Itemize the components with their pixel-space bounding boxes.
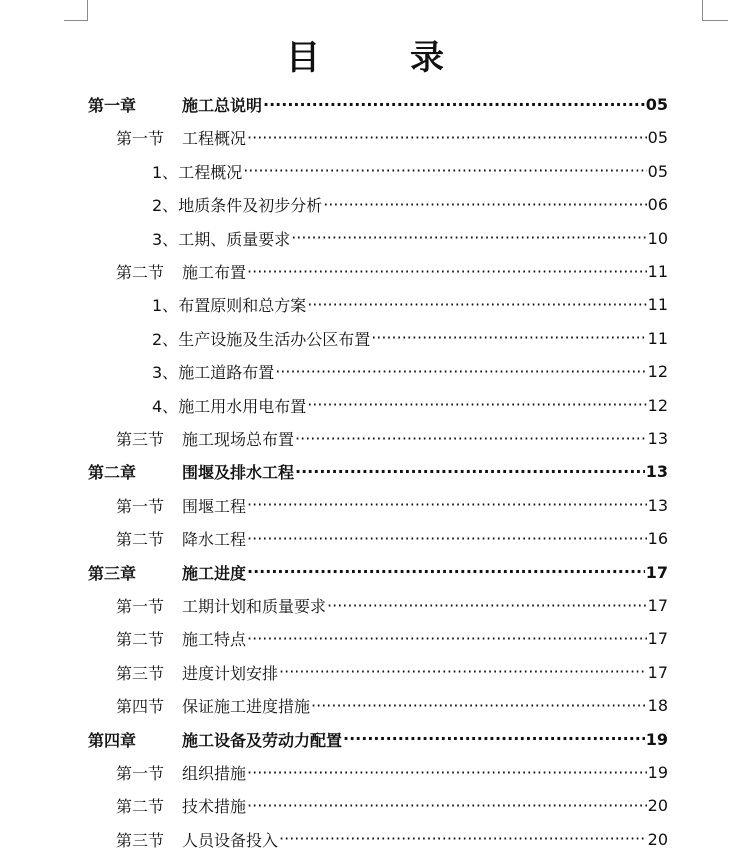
toc-entry-number: 第一节 xyxy=(116,597,165,616)
crop-mark-top-right-vertical xyxy=(702,0,703,20)
toc-entry-title: 围堰及排水工程 xyxy=(182,463,295,483)
title-char-1: 目 xyxy=(286,38,322,78)
toc-entry-number: 第三节 xyxy=(116,830,165,850)
toc-entry-page-number: 19 xyxy=(647,763,668,782)
toc-entry[interactable] xyxy=(116,489,668,522)
toc-entry-number: 3、 xyxy=(152,229,179,249)
toc-entry-page-number: 05 xyxy=(645,95,668,114)
toc-entry-number: 1、 xyxy=(152,162,179,182)
crop-mark-top-right-horizontal xyxy=(702,20,728,21)
toc-entry[interactable] xyxy=(116,121,668,154)
dot-leader xyxy=(247,556,645,589)
toc-entry-page-number: 05 xyxy=(647,128,668,148)
toc-entry-number: 4、 xyxy=(152,396,179,416)
toc-entry-number: 第二节 xyxy=(116,530,165,550)
toc-entry[interactable] xyxy=(116,756,668,789)
toc-entry-page-number: 13 xyxy=(647,429,668,448)
dot-leader xyxy=(247,622,647,655)
toc-entry[interactable] xyxy=(116,656,668,689)
toc-entry-title: 施工设备及劳动力配置 xyxy=(182,730,343,750)
toc-entry-page-number: 05 xyxy=(647,161,668,181)
toc-entry[interactable] xyxy=(116,422,668,455)
dot-leader xyxy=(291,222,646,255)
toc-entry-page-number: 10 xyxy=(647,228,668,248)
toc-entry-page-number: 13 xyxy=(645,462,668,482)
toc-entry-title: 施工现场总布置 xyxy=(182,430,295,449)
toc-entry-page-number: 11 xyxy=(647,262,668,281)
dot-leader xyxy=(279,823,647,856)
toc-entry-number: 第四节 xyxy=(116,697,165,717)
toc-entry[interactable] xyxy=(88,556,668,589)
toc-entry-title: 施工进度 xyxy=(182,563,247,583)
toc-entry-title: 降水工程 xyxy=(182,530,247,550)
dot-leader xyxy=(323,188,646,221)
toc-entry-number: 2、 xyxy=(152,329,179,349)
toc-entry[interactable] xyxy=(152,155,668,188)
toc-entry-title: 进度计划安排 xyxy=(182,663,279,683)
toc-entry[interactable] xyxy=(88,88,668,121)
toc-entry-page-number: 17 xyxy=(645,562,668,582)
dot-leader xyxy=(371,322,646,355)
toc-entry-number: 第二节 xyxy=(116,630,165,650)
dot-leader xyxy=(279,656,647,689)
toc-entry[interactable] xyxy=(88,723,668,756)
toc-entry-page-number: 11 xyxy=(647,295,668,315)
toc-entry-title: 技术措施 xyxy=(182,797,247,817)
toc-entry[interactable] xyxy=(116,255,668,288)
dot-leader xyxy=(247,522,647,555)
toc-entry-page-number: 17 xyxy=(647,596,668,615)
toc-entry[interactable] xyxy=(152,355,668,388)
toc-entry-number: 第二节 xyxy=(116,797,165,817)
toc-entry[interactable] xyxy=(152,188,668,221)
toc-entry-page-number: 19 xyxy=(645,729,668,749)
toc-entry-number: 第四章 xyxy=(88,730,137,750)
toc-entry[interactable] xyxy=(116,522,668,555)
dot-leader xyxy=(295,455,645,488)
toc-entry-title: 施工道路布置 xyxy=(178,363,275,383)
toc-entry-number: 第二节 xyxy=(116,263,165,282)
dot-leader xyxy=(247,489,647,522)
toc-entry-title: 工期、质量要求 xyxy=(178,229,291,249)
dot-leader xyxy=(275,355,646,388)
toc-entry-title: 施工用水用电布置 xyxy=(178,396,307,416)
title-char-2: 录 xyxy=(410,38,446,78)
toc-entry[interactable] xyxy=(116,823,668,856)
toc-entry-page-number: 16 xyxy=(647,529,668,549)
toc-entry-number: 第一节 xyxy=(116,496,165,516)
toc-entry-page-number: 12 xyxy=(647,395,668,415)
toc-entry-page-number: 12 xyxy=(647,362,668,382)
dot-leader xyxy=(247,255,647,288)
toc-entry-number: 第一节 xyxy=(116,764,165,783)
toc-entry[interactable] xyxy=(88,455,668,488)
crop-mark-top-left-vertical xyxy=(87,0,88,20)
dot-leader xyxy=(295,422,647,455)
dot-leader xyxy=(343,723,645,756)
toc-entry[interactable] xyxy=(152,288,668,321)
dot-leader xyxy=(247,121,647,154)
dot-leader xyxy=(243,155,646,188)
toc-entry-title: 施工特点 xyxy=(182,630,247,650)
toc-entry-number: 第三章 xyxy=(88,563,137,583)
toc-entry[interactable] xyxy=(152,389,668,422)
toc-entry-title: 人员设备投入 xyxy=(182,830,279,850)
toc-entry-title: 布置原则和总方案 xyxy=(178,296,307,316)
toc-entry-page-number: 20 xyxy=(647,829,668,849)
dot-leader xyxy=(247,756,647,789)
toc-entry-title: 围堰工程 xyxy=(182,496,247,516)
toc-entry[interactable] xyxy=(116,689,668,722)
toc-entry-number: 第一节 xyxy=(116,129,165,149)
toc-entry-number: 第二章 xyxy=(88,463,137,483)
toc-entry-page-number: 18 xyxy=(647,696,668,716)
toc-entry[interactable] xyxy=(116,789,668,822)
toc-entry-page-number: 13 xyxy=(647,495,668,515)
toc-entry-number: 第一章 xyxy=(88,96,137,115)
crop-mark-top-left-horizontal xyxy=(64,20,88,21)
toc-entry-number: 3、 xyxy=(152,363,179,383)
toc-entry-title: 地质条件及初步分析 xyxy=(178,196,323,216)
toc-entry-title: 施工布置 xyxy=(182,263,247,282)
toc-entry-title: 工期计划和质量要求 xyxy=(182,597,327,616)
dot-leader xyxy=(307,288,646,321)
toc-entry-page-number: 06 xyxy=(647,195,668,215)
toc-entry-title: 工程概况 xyxy=(182,129,247,149)
toc-entry-page-number: 11 xyxy=(647,328,668,348)
dot-leader xyxy=(311,689,647,722)
dot-leader xyxy=(307,389,646,422)
page-title xyxy=(0,30,732,79)
dot-leader xyxy=(263,88,645,121)
toc-entry-title: 工程概况 xyxy=(178,162,243,182)
toc-entry[interactable] xyxy=(116,622,668,655)
toc-entry[interactable] xyxy=(152,322,668,355)
toc-entry-title: 保证施工进度措施 xyxy=(182,697,311,717)
toc-entry-number: 2、 xyxy=(152,196,179,216)
toc-entry-page-number: 17 xyxy=(647,662,668,682)
toc-entry-title: 组织措施 xyxy=(182,764,247,783)
toc-entry-page-number: 17 xyxy=(647,629,668,649)
toc-entry-title: 施工总说明 xyxy=(182,96,263,115)
dot-leader xyxy=(247,789,647,822)
toc-entry-number: 第三节 xyxy=(116,430,165,449)
toc-entry-number: 1、 xyxy=(152,296,179,316)
toc-entry[interactable] xyxy=(116,589,668,622)
toc-entry-page-number: 20 xyxy=(647,796,668,816)
toc-entry-title: 生产设施及生活办公区布置 xyxy=(178,329,371,349)
toc-entry-number: 第三节 xyxy=(116,663,165,683)
toc-entry[interactable] xyxy=(152,222,668,255)
dot-leader xyxy=(327,589,647,622)
